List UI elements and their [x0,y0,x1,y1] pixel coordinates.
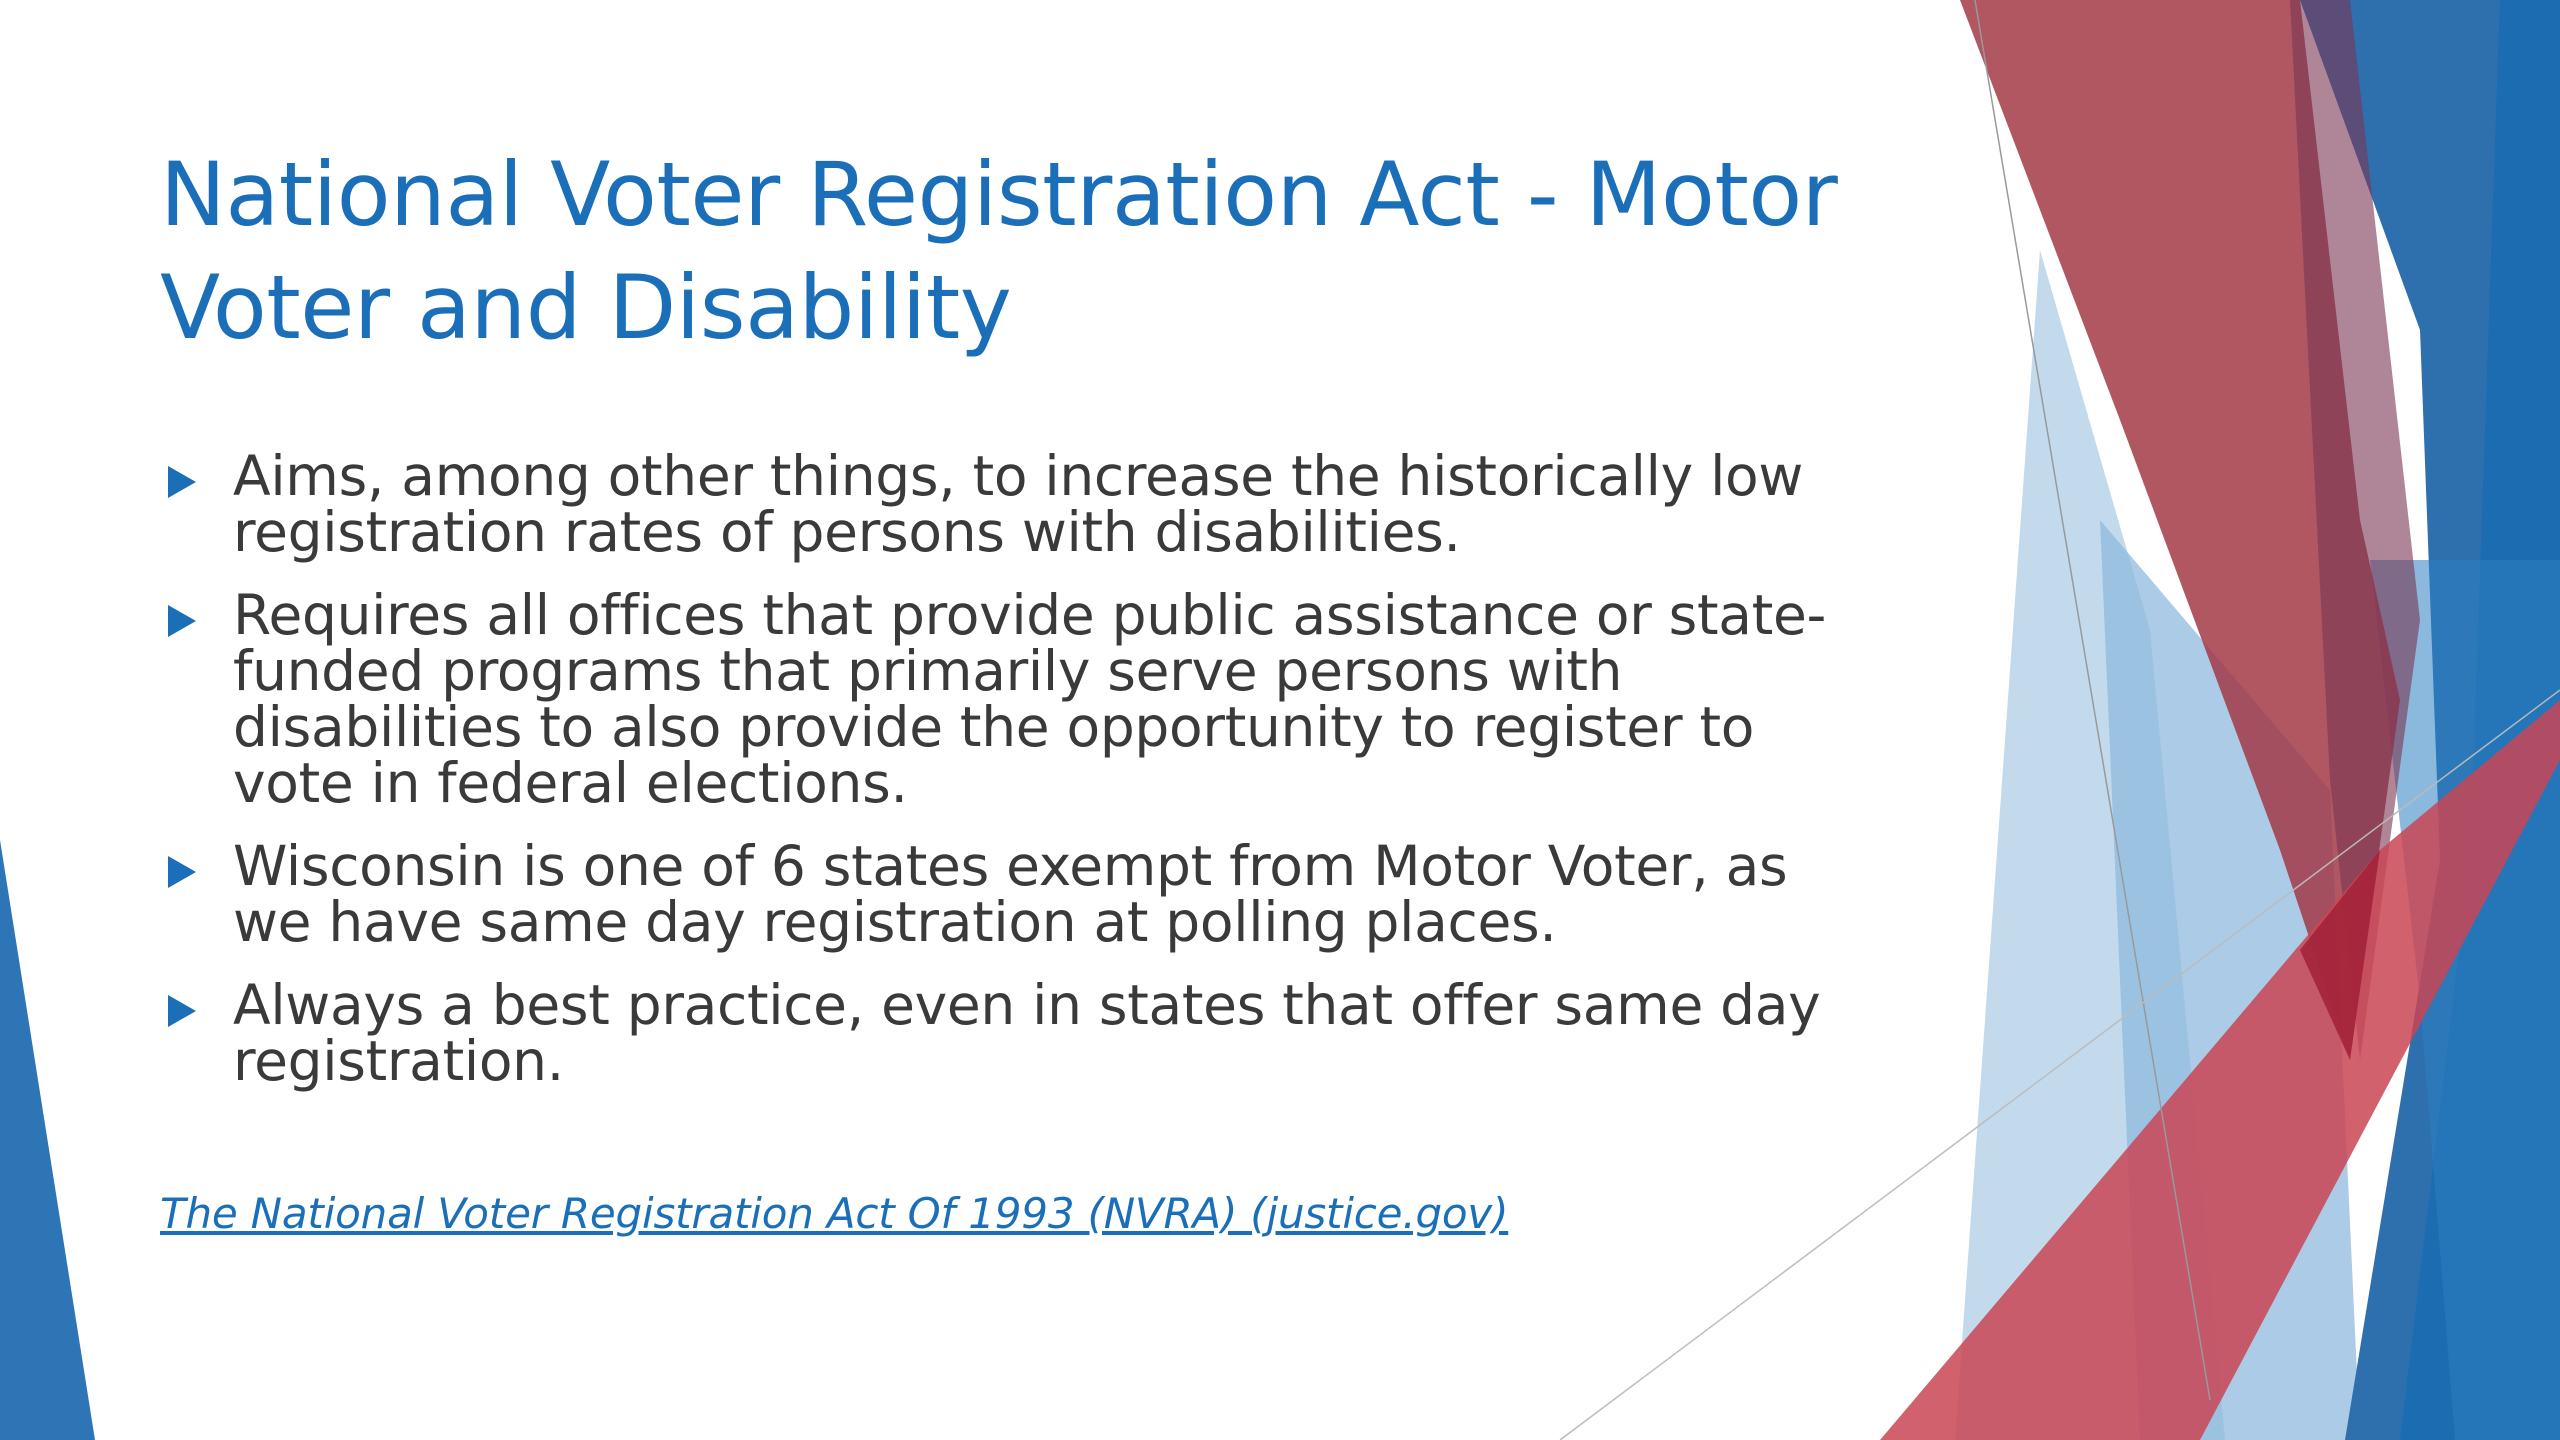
triangle-right-icon [168,466,196,498]
left-blue-sliver [0,840,95,1440]
bullet-text: Always a best practice, even in states that offer same day registration. [233,973,1821,1093]
bullet-item [160,973,1880,1093]
bullet-item [160,834,1880,954]
bullet-text: Wisconsin is one of 6 states exempt from Motor Voter, as we have same day registration at polling places. [233,834,1788,954]
bullet-list [160,444,1880,1116]
triangle-right-icon [168,856,196,888]
bullet-text: Requires all offices that provide public assistance or state-funded programs that primarily serve persons with disabilities to also provide the opportunity to register to vote in federal elections. [233,583,1827,815]
bullet-item [160,444,1880,564]
triangle-right-icon [168,605,196,637]
bullet-item [160,583,1880,815]
triangle-right-icon [168,995,196,1027]
nvra-justice-link[interactable]: The National Voter Registration Act Of 1993 (NVRA) (justice.gov) [160,1189,1509,1238]
slide-title: National Voter Registration Act - Motor Voter and Disability [160,143,1838,359]
bullet-text: Aims, among other things, to increase the historically low registration rates of persons with disabilities. [233,444,1804,564]
